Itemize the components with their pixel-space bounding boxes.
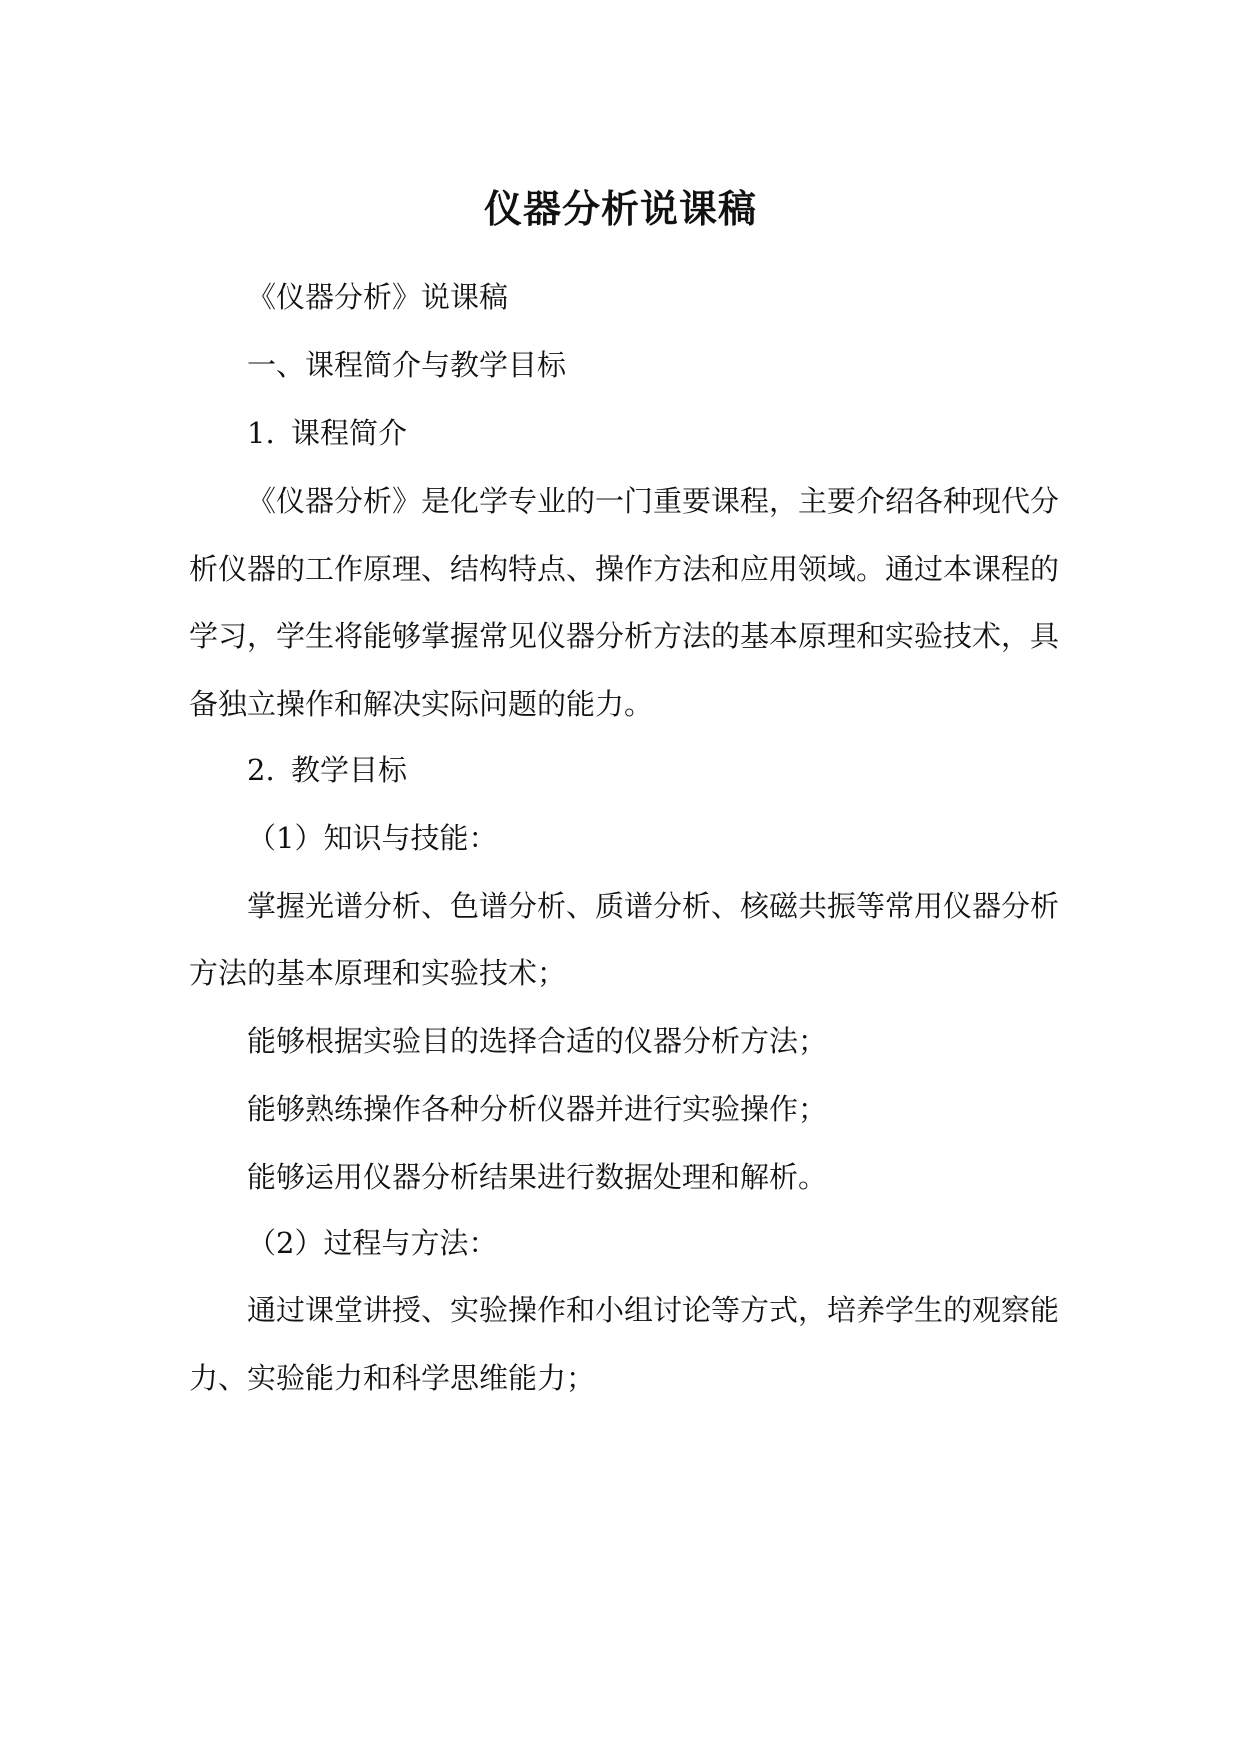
- document-title: 仪器分析说课稿: [483, 187, 757, 231]
- paragraph-line: 能够运用仪器分析结果进行数据处理和解析。: [247, 1160, 828, 1194]
- paragraph-line: 析仪器的工作原理、结构特点、操作方法和应用领域。通过本课程的: [189, 552, 1060, 586]
- subsection-number: 1.: [247, 416, 275, 450]
- subsection-heading: [247, 750, 407, 790]
- paragraph-line: 学习，学生将能够掌握常见仪器分析方法的基本原理和实验技术，具: [189, 619, 1060, 653]
- item-heading: （1）知识与技能：: [247, 821, 498, 855]
- paragraph-line: 通过课堂讲授、实验操作和小组讨论等方式，培养学生的观察能: [247, 1293, 1060, 1327]
- subsection-text: 教学目标: [291, 753, 408, 787]
- item-heading: （2）过程与方法：: [247, 1226, 498, 1260]
- paragraph-line: 能够熟练操作各种分析仪器并进行实验操作；: [247, 1092, 828, 1126]
- subsection-text: 课程简介: [291, 416, 408, 450]
- paragraph-line: 《仪器分析》是化学专业的一门重要课程，主要介绍各种现代分: [247, 484, 1060, 518]
- paragraph-line: 备独立操作和解决实际问题的能力。: [189, 687, 654, 721]
- paragraph-line: 力、实验能力和科学思维能力；: [189, 1361, 596, 1395]
- subtitle-line: 《仪器分析》说课稿: [247, 280, 509, 314]
- paragraph-line: 能够根据实验目的选择合适的仪器分析方法；: [247, 1024, 828, 1058]
- paragraph-line: 掌握光谱分析、色谱分析、质谱分析、核磁共振等常用仪器分析: [247, 889, 1060, 923]
- subsection-number: 2.: [247, 753, 275, 787]
- paragraph-line: 方法的基本原理和实验技术；: [189, 956, 567, 990]
- subsection-heading: [247, 413, 407, 453]
- section-heading: 一、课程简介与教学目标: [247, 348, 567, 382]
